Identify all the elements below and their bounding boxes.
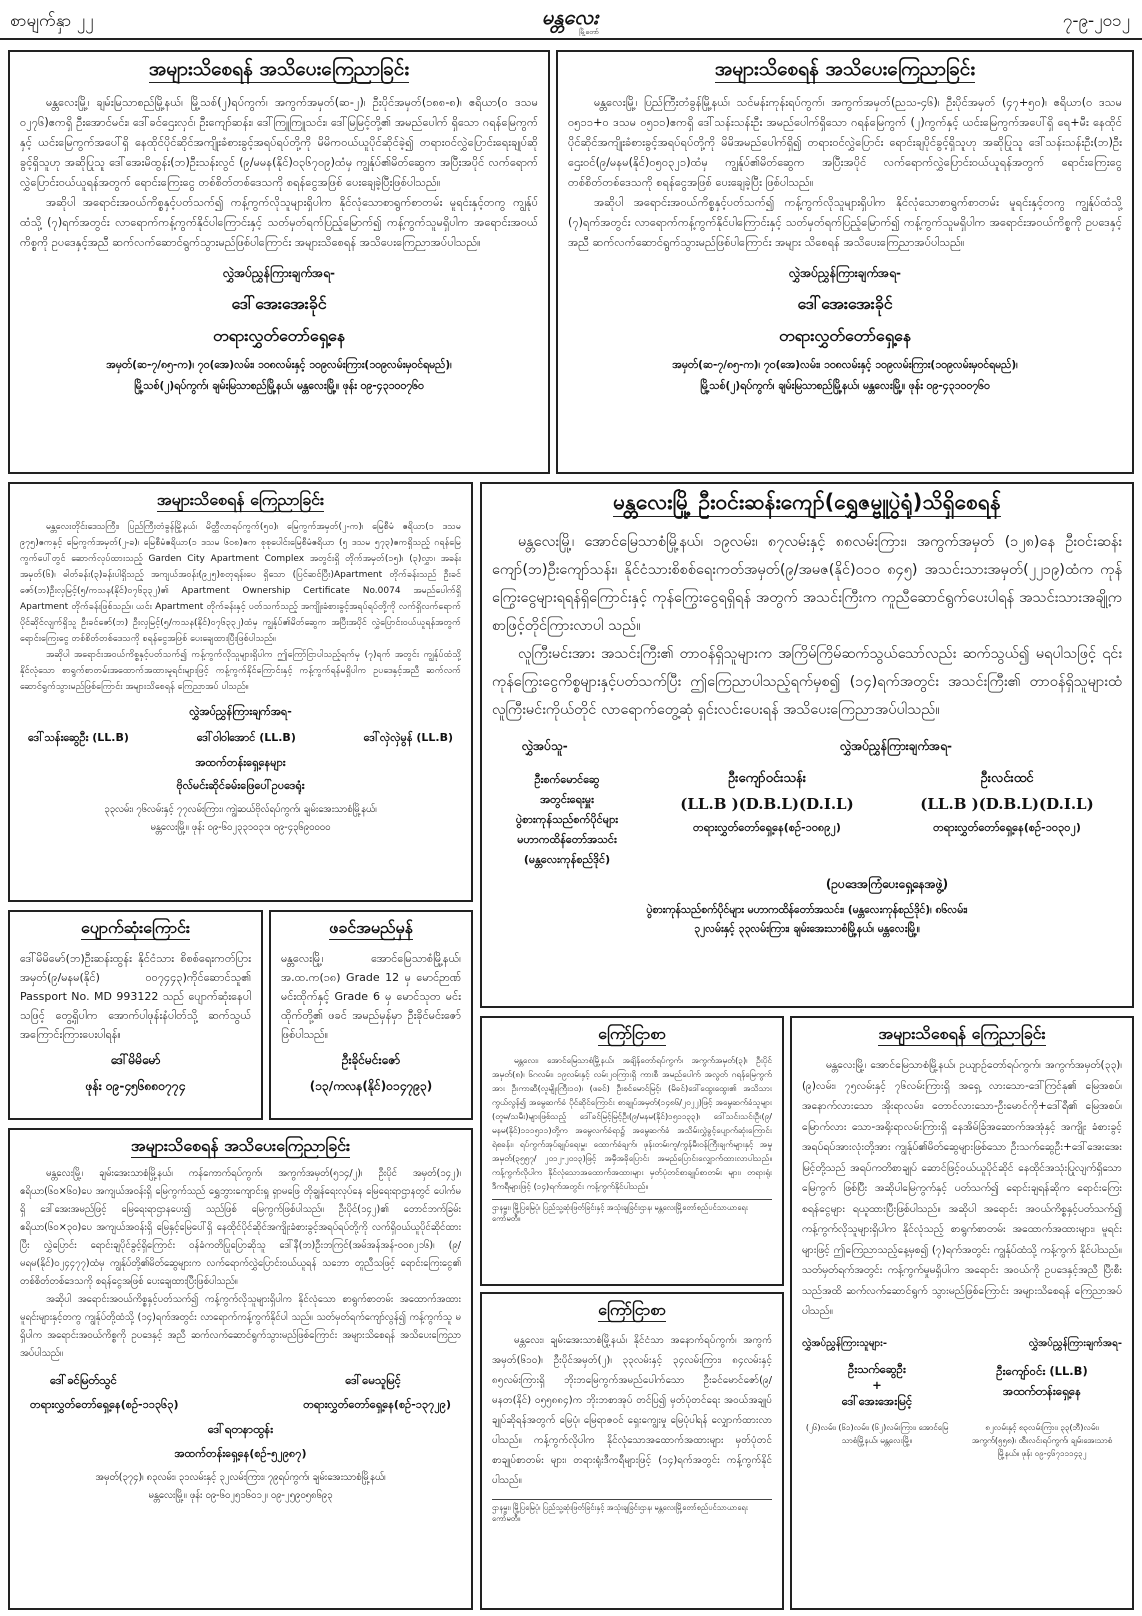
notice-d-lawyer3: ဒေါ်ရတနာထွန်း bbox=[207, 1422, 274, 1436]
announce-2-body: မန္တလေး၊ ချမ်းအေးသာစံမြို့နယ်၊ နိုင်ငံသာ အနောက်ရပ်ကွက်၊ အကွက်အမှတ်(၆၁၀)၊ ဦးပိုင်အမှတ်(၂)၊ ၃၃လမ်းနှင့် ၃၄လမ်းကြား၊ ၈၄လမ်းနှင့် ၈၅လမ်းကြားရှိ ဘိုးဘမြေကွက်အမည်ပေါက်သော ဦးခင်မောင်ဇော်(၉/မနတ(နိုင်) ၀၅၅၈၈၄)က ဘိုးဘစာအုပ် တင်ပြ၍ မှတ်ပုံတင်ရေး အဝယ်အချုပ်ချုပ်ဆိုရန်အတွက် မြေပုံ၊ မြေရာဇဝင် ရှေးကျွေးမှု မြေပုံပါရန် လျှောက်ထားလာပါသည်။ ကန့်ကွက်လိုပါက နိုင်လုံသောအထောက်အထားများ မှတ်ပုံတင် စာချုပ်စာတမ်း များ၊ တရားရုံးဒီကရီများဖြင့် (၁၄)ရက်အတွင်း ကန့်ကွက်နိုင် ပါသည်။ bbox=[492, 1335, 772, 1486]
notice-c-lawyer2-degree: (LL.B )(D.B.L)(D.I.L) bbox=[920, 795, 1094, 813]
notice-b-body bbox=[20, 519, 461, 695]
notice-d-lawyer2: ဒေါ်မေသူမြင့် bbox=[345, 1373, 401, 1387]
notice-d-address: အမှတ်(၃၇၄)၊ ၈၃လမ်း၊ ၃၁လမ်းနှင့် ၃၂လမ်းကြား၊ ၇၉ရပ်ကွက်၊ ချမ်းအေးသာစံမြို့နယ်၊ bbox=[95, 1472, 386, 1483]
notice-c bbox=[480, 482, 1134, 1008]
notice-c-lawyer1-block bbox=[652, 770, 882, 837]
notice-c-sender-name: ဦးစက်မောင်ဆွေ bbox=[534, 773, 600, 786]
notice-b-title: အများသိစေရန် ကြေညာခြင်း bbox=[157, 490, 324, 512]
notice-a2-body bbox=[568, 93, 1122, 253]
announce-1-body: မန္တလေး၊ အောင်မြေသာစံမြို့နယ်၊ အချိန်တော်ရပ်ကွက်၊ အကွက်အမှတ်(၃)၊ ဦးပိုင်အမှတ်(၈)၊ ၆ဂလမ်း၊ ၁၉လမ်းနှင့် လမ်း၂၀ကြားရှိ ကားစီ အမည်ပေါက် အလွတ် ဂရန်မြေကွက်အား ဦးကာဆီ(လူမျိုးကြီး၁၀)၊ (ဖခင်) ဦးစင်မောင်မြင့်၊ (မိခင်)ဒေါ်ထွေးထွေး၏ အသိသားကွယ်လွန်၍ အမွေဆက်ခံ ပိုင်ဆိုင်ကြောင်း စာချုပ်အမှတ်(၁၄၈၆/၂၀၂၂)ဖြင့် အမွေဆက်ခံသူများ (တူမ/သမီး)များဖြစ်သည့် ဒေါ်ခင်မြင့်မြင့်ဦး(၉/မနမ(နိုင်)၁၅၁၁၃၃)၊ ဒေါ်သင်းသင်းဦး(၉/မနမ(နိုင်)၁၁၁၅၁၁)တို့က အမွေလက်ခံရာ၌ အမွေဆက်ခံ အသိမ်းလွှဲခွင့်ပျောက်ဆုံးကြောင်း ရဲစခန်း၊ ရပ်ကွက်အုပ်ချုပ်ရေးမှူး ထောက်ခံချက်၊ ဖုန်းတမ်းကူ/ကွန်မီးဝန်ကြီးချက်များနှင့် အမှုအမှတ်(၃၅၅၇/ ၂၀၁၂-၂၀၁၃)ဖြင့် အမှီအခိုပြောင်း အမည်ပြောင်းလျှောက်ထားလာပါသည်။ ကန့်ကွက်လိုပါက နိုင်လုံသောအထောက်အထားများ မှတ်ပုံတင်စာချုပ်စာတမ်း များ၊ တရားရုံးဒီကရီများဖြင့် (၁၄)ရက်အတွင်း ကန့်ကွက်နိုင်ပါသည်။ bbox=[492, 1055, 772, 1191]
page-header bbox=[0, 0, 1142, 40]
notice-c-body bbox=[492, 528, 1122, 724]
notice-c-lawyer1-title: တရားလွှတ်တော်ရှေ့နေ(စဉ်-၁၀၈၉၂) bbox=[693, 821, 841, 834]
notice-a1-address: အမှတ်(ဆ-၇/၈၅-က)၊ ၇၀(အေ)လမ်း၊ ၁၀၈လမ်းနှင့် ၁၀၉လမ်းကြား(၁၀၉လမ်းမှဝင်ရမည်)၊ bbox=[106, 359, 452, 371]
notice-e-address-left: (၂၆)လမ်း၊ (၆၁)လမ်း၊ (၆၂)လမ်းကြား၊ အောင်မြေသာစံမြို့နယ်၊ မန္တလေးမြို့။ bbox=[805, 1422, 949, 1445]
notice-b-address: ၃၃လမ်း၊ ၇၆လမ်းနှင့် ၇၇လမ်းကြား၊ ကျွဲဆယ်ဗိုလ်ရပ်ကွက်၊ ချမ်းအေးသာစံမြို့နယ်၊ bbox=[104, 804, 377, 815]
notice-c-lawyer2-block bbox=[892, 770, 1122, 837]
notice-e-lawyer-title: အထက်တန်းရှေ့နေ bbox=[1002, 1383, 1082, 1398]
notice-a2-paragraph: အဆိုပါ အရောင်းအဝယ်ကိစ္စနှင့်ပတ်သက်၍ ကန့်ကွက်လိုသူများရှိပါက နိုင်လုံသောစာရွက်စာတမ်း မူရင်းနှင့်တကွ ကျွန်ုပ်ထံသို့ (၇)ရက်အတွင်း လာရောက်ကန့်ကွက်နိုင်ပါကြောင်းနှင့် သတ်မှတ်ရက်ပြည့်မြောက်၍ ကန့်ကွက်သူမရှိပါက အရောင်းအဝယ်ကိစ္စကို ဥပဒေနှင့်အညီ ဆက်လက်ဆောင်ရွက်သွားမည်ဖြစ်ပါကြောင်း အများ သိစေရန် အသိပေးကြေညာအပ်ပါသည်။ bbox=[568, 196, 1122, 249]
lost-name: ဒေါ်မိမိမော် bbox=[110, 1053, 161, 1067]
notice-c-firm: (ဥပဒေအကြံပေးရှေ့နေအဖွဲ့) bbox=[825, 877, 949, 891]
notice-d-title: အများသိစေရန် အသိပေးကြေညာခြင်း bbox=[131, 1136, 350, 1158]
notice-d-lawyer3-title: အထက်တန်းရှေ့နေ(စဉ်-၅၂၉၈၇) bbox=[174, 1447, 307, 1460]
name-change-body: မန္တလေးမြို့၊ အောင်မြေသာစံမြို့နယ်၊ အ.ထ.က(၁၈) Grade 12 မှ မောင်ဉာဏ် မင်းထိုက်နှင့် Grade 6 မှ မောင်သုတ မင်းထိုက်တို့၏ ဖခင် အမည်မှန်မှာ ဦးခိုင်မင်းဇော် ဖြစ်ပါသည်။ bbox=[281, 952, 461, 1041]
notice-e-lawyer: ဦးကျော်ဝင်း (LL.B) bbox=[996, 1363, 1088, 1378]
notice-c-title: မန္တလေးမြို့ ဦးဝင်းဆန်းကျော်(ရွှေဇမ္ဗူပွဲရုံ)သိရှိစေရန် bbox=[613, 490, 1001, 517]
notice-a1-paragraph: အဆိုပါ အရောင်းအဝယ်ကိစ္စနှင့်ပတ်သက်၍ ကန့်ကွက်လိုသူများရှိပါက နိုင်လုံသောစာရွက်စာတမ်း မူရင်းနှင့်တကွ ကျွန်ုပ်ထံသို့ (၇)ရက်အတွင်း လာရောက်ကန့်ကွက်နိုင်ပါကြောင်းနှင့် သတ်မှတ်ရက်ပြည့်မြောက်၍ ကန့်ကွက်သူမရှိပါက အရောင်းအဝယ်ကိစ္စကို ဥပဒေနှင့်အညီ ဆက်လက်ဆောင်ရွက်သွားမည်ဖြစ်ပါကြောင်း အများသိစေရန် အသိပေးကြေညာအပ်ပါသည်။ bbox=[20, 196, 538, 249]
lost-body: ဒေါ်မိမိမော်(ဘ)ဦးဆန်းထွန်း နိုင်ငံသား စိစစ်ရေးကတ်ပြားအမှတ်(၉/မနမ(နိုင်) ၀၀၇၄၄၃)ကိုင်ဆောင်သူ၏ Passport No. MD 993122 သည် ပျောက်ဆုံးနေပါသဖြင့် တွေ့ရှိပါက အောက်ပါဖုန်းနံပါတ်သို့ ဆက်သွယ် အကြောင်းကြားပေးပါရန်။ bbox=[20, 952, 251, 1041]
notice-a1-paragraph: မန္တလေးမြို့၊ ချမ်းမြသာစည်မြို့နယ်၊ မြို့သစ်(၂)ရပ်ကွက်၊ အကွက်အမှတ်(ဆ-၂)၊ ဦးပိုင်အမှတ်(၁၈၈-၈)၊ ဧရိယာ(၀ ဒသမ ၀၂၇၆)ဧကရှိ ဦးအောင်မင်း၊ ဒေါ်ခင်ဌေးလှင်၊ ဦးကျော်ဆန်း၊ ဒေါ်ကြူကြူသင်း၊ ဒေါ်မြမြင့်တို့၏ အမည်ပေါက် ရှိသော ဂရန်မြေကွက်နှင့် ယင်းမြေကွက်အပေါ်ရှိ နေထိုင်ပိုင်ဆိုင်အကျိုးခံစားခွင့်အရပ်ရပ်တို့ကို မိမိကဝယ်ယူပိုင်ဆိုင်ခဲ့၍ တရားဝင်လွှဲပြောင်းရေးချုပ်ဆိုခွင့်ရှိသူဟု အဆိုပြုသူ ဒေါ်အေးမိထွန်း(ဘ)ဦးသန်းလွင် (၉/မမန(နိုင်)၀၃၆၇၀၉)ထံမှ ကျွန်ုပ်၏မိတ်ဆွေက အပြီးအပိုင် လက်ရောက်လွှဲပြောင်းဝယ်ယူရန်အတွက် ရောင်းကြေးငွေ တစ်စိတ်တစ်ဒေသကို စရန်ငွေအဖြစ် ပေးချေခဲ့ပြီးဖြစ်ပါသည်။ bbox=[20, 96, 538, 189]
notice-c-sign-label: လွှဲအပ်ညွှန်ကြားချက်အရ- bbox=[840, 739, 952, 753]
notice-a2-title: အများသိစေရန် အသိပေးကြေညာခြင်း bbox=[715, 58, 975, 83]
notice-a1-sign-label: လွှဲအပ်ညွှန်ကြားချက်အရ- bbox=[223, 266, 335, 280]
notice-e-senders bbox=[802, 1361, 952, 1409]
notice-d-paragraph: မန္တလေးမြို့၊ ချမ်းအေးသာစံမြို့နယ်၊ ကန်ကောက်ရပ်ကွက်၊ အကွက်အမှတ်(၅၁၄/၂)၊ ဦးပိုင် အမှတ်(၁၄၂)၊ ဧရိယာ(၆၀×၆၀)ပေ အကျယ်အဝန်းရှိ မြေကွက်သည် ရွှေဘွားကျောင်းရှု ရှာမဖြေ တိုချွန်ရေးလုပ်နေ မြေရေးရာဌာနတွင် ပေါက်မရှိ ဒေါ်အေးအမည်ဖြင့် မြေရေးရာဌာနပေး၍ သည်ဖြစ် မြေကွက်ဖြစ်ပါသည်။ ဦးပိုင်(၁၄၂)၏ တောင်ဘက်ခြမ်း ဧရိယာ(၆၀×၃၀)ပေ အကျယ်အဝန်းရှိ မြေနှင့်မြေပေါ်ရှိ နေထိုင်ပိုင်ဆိုင်အကျိုးခံစားခွင့်အရပ်ရပ်တို့ကို လက်ရှိဝယ်ယူပိုင်ဆိုင်ထားပြီး လွှဲပြောင်း ရောင်းချပိုင်ခွင့်ရှိကြောင်း ဝန်ခံကတိပြုပြောဆိုသူ ဒေါ်နီ(ဘ)ဦးဘကြင်(အမ်အန်အန်-၀၀၈၂၁၆)၊ (၉/မရမ(နိုင်)၀၂၄၄၇၇)ထံမှ ကျွန်ုပ်တို့၏မိတ်ဆွေများက လက်ရောက်လွှဲပြောင်းဝယ်ယူရန် သဘော တူညီသဖြင့် ရောင်းကြေးငွေ၏ တစ်စိတ်တစ်ဒေသကို စရန်ငွေအဖြစ် ပေးချေထားပြီးဖြစ်ပါသည်။ bbox=[20, 1168, 461, 1287]
notice-b-firm: ဗိုလ်မင်းဆိုင်ခမ်းဖြေပေါ်ဥပဒေရုံး bbox=[176, 779, 305, 792]
notice-b-paragraph: အဆိုပါ အရောင်းအဝယ်ကိစ္စနှင့်ပတ်သက်၍ ကန့်ကွက်လိုသူများရှိပါက ဤကြော်ငြာပါသည့်ရက်မှ (၇)ရက် အတွင်း ကျွန်ုပ်ထံသို့ နိုင်လုံသော စာရွက်စာတမ်းအထောက်အထားမူရင်းများဖြင့် ကန့်ကွက်နိုင်ကြောင်းနှင့် ကန့်ကွက်ရန်မရှိပါက ဥပဒေနှင့်အညီ ဆက်လက်ဆောင်ရွက်သွားမည်ဖြစ်ကြောင်း အများသိစေရန် ကြေညာအပ် ပါသည်။ bbox=[20, 650, 461, 692]
notice-e-body: မန္တလေးမြို့၊ အောင်မြေသာစံမြို့နယ်၊ ဥယျာဉ်တော်ရပ်ကွက်၊ အကွက်အမှတ်(၃၃)၊ (၉)လမ်း၊ ၇၅လမ်းနှင့် ၇၆လမ်းကြားရှိ အရှေ့ လားသော-ဒေါ်ကြင်နု၏ မြေအစပ်၊ အနောက်လားသော အိုးရာလမ်း၊ တောင်လားသော-ဦးမောင်ကို+ဒေါ်ရီ၏ မြေအစပ်၊ မြောက်လား သော-အရိုးရာလမ်းကြားရှိ နေအိမ်ခြံအဆောက်အအုံနှင့် အကျိုး ခံစားခွင့်အရပ်ရပ်အားလုံးတို့အား ကျွန်ုပ်၏မိတ်ဆွေများဖြစ်သော ဦးသက်ဆွေဦး+ဒေါ်အေးအေးမြင့်တို့သည် အရပ်ကတိစာချုပ် ဆောင်ဖြင့်ဝယ်ယူပိုင်ဆိုင် နေထိုင်အသုံးပြုလျက်ရှိသော မြေကွက် ဖြစ်ပြီး အဆိုပါမြေကွက်နှင့် ပတ်သက်၍ ရောင်းချရန်ဆိုက ရောင်းကြေးစရန်ငွေများ ရယူထားပြီးဖြစ်ပါသည်။ အဆိုပါ အရောင်း အဝယ်ကိစ္စနှင့်ပတ်သက်၍ ကန့်ကွက်လိုသူများရှိပါက နိုင်လုံသည့် စာရွက်စာတမ်း အထောက်အထားများ၊ မူရင်းများဖြင့် ဤကြေညာသည့်နေ့မှစ၍ (၇)ရက်အတွင်း ကျွန်ုပ်ထံသို့ ကန့်ကွက် နိုင်ပါသည်။ သတ်မှတ်ရက်အတွင်း ကန့်ကွက်မှုမရှိပါက အရောင်း အဝယ်ကို ဥပဒေနှင့်အညီ ပြီးစီးသည်အထိ ဆက်လက်ဆောင်ရွက် သွားမည်ဖြစ်ကြောင်း အများသိစေရန် ကြေညာအပ်ပါသည်။ bbox=[802, 1059, 1122, 1317]
notice-e-title: အများသိစေရန် ကြေညာခြင်း bbox=[878, 1024, 1045, 1046]
notice-c-lawyer1-degree: (LL.B )(D.B.L)(D.I.L) bbox=[680, 795, 854, 813]
notice-b-lawyer: ဒေါ်ဝါဝါအောင် (LL.B) bbox=[196, 731, 296, 744]
notice-a1-body bbox=[20, 93, 538, 253]
notice-a1-address2: မြို့သစ်(၂)ရပ်ကွက်၊ ချမ်းမြသာစည်မြို့နယ်၊ မန္တလေးမြို့။ ဖုန်း ၀၉-၄၃၁၀၀၇၆၀ bbox=[134, 380, 424, 392]
notice-c-lawyer2: ဦးလင်းထင် bbox=[980, 771, 1034, 786]
notice-e-sender2: ဒေါ်အေးအေးမြင့် bbox=[841, 1393, 913, 1408]
logo-text: မန္တလေး bbox=[541, 5, 599, 29]
lost-passport-notice bbox=[8, 910, 263, 1120]
name-change-title: ဖခင်အမည်မှန် bbox=[329, 918, 413, 940]
notice-d-lawyer1: ဒေါ်ခင်မြတ်သွင် bbox=[50, 1373, 118, 1387]
notice-e-sender-label: လွှဲအပ်ညွှန်ကြားသူများ- bbox=[802, 1337, 887, 1349]
notice-d bbox=[8, 1128, 473, 1610]
notice-b-paragraph: မန္တလေးတိုင်းဒေသကြီး၊ ပြည်ကြီးတံခွန်မြို့နယ်၊ မိတ္ထီလာရပ်ကွက်(၅၀)၊ မြေကွက်အမှတ်(၂-က)၊ မြေစီမံ ဧရိယာ(၁ ဒသမ ၉၇၅)ဧကနှင့် မြေကွက်အမှတ်(၂-ခ)၊ မြေစီမံဧရိယာ(၁ ဒသမ ၆၀၈)ဧက စုစုပေါင်းမြေစီမံဧရိယာ (၅ ဒသမ ၅၇၃)ဧကရှိသည့် ဂရန်မြေကွက်ပေါ်တွင် ဆောက်လုပ်ထားသည့် Garden City Apartment Complex အတွင်းရှိ တိုက်အမှတ်(၁၅)၊ (၃)လွှာ၊ အခန်းအမှတ်(၆)၊ ဓါတ်ခန်း(၃)ခန်းပါရှိသည့် အကျယ်အဝန်း(၉၂၅)စတုရန်းပေ ရှိသော (ပြင်ဆင်ပြီး)Apartment တိုက်ခန်းသည် ဦးခင်ဇော်(ဘ)ဦးလှမြင့်(၅/ကသန(နိုင်)၀၇၆၃၃၂)၏ Apartment Ownership Certificate No.0074 အမည်ပေါက်ရှိ Apartment တိုက်ခန်းဖြစ်သည်။ ယင်း Apartment တိုက်ခန်းနှင့် ပတ်သက်သည့် အကျိုးခံစားခွင့်အရပ်ရပ်တို့ကို လက်ရှိလက်ရောက် ပိုင်ဆိုင်လျက်ရှိသူ ဦးခင်ဇော်(ဘ) ဦးလှမြင့်(၅/ကသန(နိုင်)၀၇၆၃၃၂)ထံမှ ကျွန်ုပ်၏မိတ်ဆွေက အပြီးအပိုင် လွှဲပြောင်းဝယ်ယူရန်အတွက် ရောင်းကြေးငွေ တစ်စိတ်တစ်ဒေသကို စရန်ငွေအဖြစ် ပေးချေထားပြီးဖြစ်ပါသည်။ bbox=[20, 522, 461, 644]
notice-a2 bbox=[556, 50, 1134, 474]
announcement-1 bbox=[480, 1016, 784, 1286]
notice-d-body bbox=[20, 1165, 461, 1363]
notice-d-lawyer1-title: တရားလွှတ်တော်ရှေ့နေ(စဉ်-၁၁၃၆၃) bbox=[30, 1398, 179, 1411]
notice-c-sender-block bbox=[492, 770, 642, 870]
notice-e-plus: + bbox=[872, 1377, 882, 1392]
notice-b bbox=[8, 482, 473, 902]
notice-c-lawyer1: ဦးကျော်ဝင်းသန်း bbox=[727, 771, 807, 786]
notice-c-sender-role: (မန္တလေးကုန်စည်ဒိုင်) bbox=[523, 853, 611, 866]
announcement-2 bbox=[480, 1292, 784, 1610]
notice-a1-lawyer: ဒေါ်အေးအေးခိုင် bbox=[231, 294, 327, 313]
notice-c-sender-role: မဟာကထိန်တော်အသင်း bbox=[517, 833, 617, 846]
name-change-nrc: (၁၃/ကလန(နိုင်)၀၁၄၇၉၃) bbox=[309, 1079, 433, 1093]
notice-a2-address: အမှတ်(ဆ-၇/၈၅-က)၊ ၇၀(အေ)လမ်း၊ ၁၀၈လမ်းနှင့် ၁၀၉လမ်းကြား(၁၀၉လမ်းမှဝင်ရမည်)၊ bbox=[672, 359, 1018, 371]
issue-date: ၇-၉-၂၀၁၂ bbox=[1062, 11, 1130, 31]
notice-b-address2: မန္တလေးမြို့။ ဖုန်း ၀၉-၆၀၂၃၃၁၀၃၁၊ ၀၉-၄၃၆၉၀၀၀၀ bbox=[150, 822, 331, 833]
announce-2-footer: ဌာနမှူး၊ မြို့ပြမြေပုံ၊ ပြည်သူ့ဆုံးဖြတ်ခြင်းနှင့် အသုံးချခြင်းဌာန၊ မန္တလေးမြို့တော်စည်ပင်သာယာရေးကော်မတီ။ bbox=[492, 1499, 772, 1525]
logo-subtext: မြို့တော် bbox=[579, 28, 599, 36]
lost-title: ပျောက်ဆုံးကြောင်း bbox=[81, 918, 190, 940]
notice-a1-lawyer-title: တရားလွှတ်တော်ရှေ့နေ bbox=[213, 326, 345, 345]
notice-d-address2: မန္တလေးမြို့။ ဖုန်း ၀၉-၆၀၂၅၁၆၀၁၂၊ ၀၉-၂၅၉၀၅၈၆၉၃ bbox=[148, 1490, 333, 1501]
notice-c-lawyer2-title: တရားလွှတ်တော်ရှေ့နေ(စဉ်-၁၀၃၀၂) bbox=[933, 821, 1081, 834]
announce-1-footer: ဌာနမှူး၊ မြို့ပြမြေပုံ၊ ပြည်သူ့ဆုံးဖြတ်ခြင်းနှင့် အသုံးချခြင်းဌာန၊ မန္တလေးမြို့တော်စည်ပင်သာယာရေးကော်မတီ။ bbox=[492, 1199, 772, 1225]
notice-c-sender-role: ပွဲစားကုန်သည်စက်ပိုင်များ bbox=[515, 813, 619, 826]
notice-b-sign-label: လွှဲအပ်ညွှန်ကြားချက်အရ- bbox=[189, 705, 292, 718]
notice-a2-lawyer-title: တရားလွှတ်တော်ရှေ့နေ bbox=[779, 326, 911, 345]
notice-c-address2: ၃၂လမ်းနှင့် ၃၃လမ်းကြား၊ ချမ်းအေးသာစံမြို့နယ်၊ မန္တလေးမြို့။ bbox=[694, 923, 920, 935]
notice-c-address: ပွဲစားကုန်သည်စက်ပိုင်များ မဟာကထိန်တော်အသင်း၊ (မန္တလေးကုန်စည်ဒိုင်)၊ ၈၆လမ်း၊ bbox=[646, 904, 968, 916]
newspaper-logo bbox=[515, 2, 625, 36]
notice-b-lawyers bbox=[20, 731, 461, 747]
lost-phone: ဖုန်း ၀၉-၄၅၆၈၈၀၇၇၄ bbox=[85, 1079, 186, 1093]
notice-b-lawyer-title: အထက်တန်းရှေ့နေများ bbox=[195, 756, 286, 769]
notice-e-lawyer-block bbox=[962, 1361, 1122, 1401]
page-number: စာမျက်နှာ ၂၂ bbox=[10, 11, 94, 31]
notice-a2-paragraph: မန္တလေးမြို့၊ ပြည်ကြီးတံခွန်မြို့နယ်၊ သင်မန်းကုန်းရပ်ကွက်၊ အကွက်အမှတ်(ညသ-၄၆)၊ ဦးပိုင်အမှတ် (၄၇+၅၀)၊ ဧရိယာ(၀ ဒသမ ၀၅၁၁+၀ ဒသမ ၀၅၁၁)ဧကရှိ ဒေါ်သန်းသန်းဦး အမည်ပေါက်ရှိသော ဂရန်မြေကွက် (၂)ကွက်နှင့် ယင်းမြေကွက်အပေါ်ရှိ ရေ+မီး နေထိုင်ပိုင်ဆိုင်အကျိုးခံစားခွင့်အရပ်ရပ်တို့ကို မိမိအမည်ပေါက်ရှိ၍ တရားဝင်လွှဲပြောင်း ရောင်းချပိုင်ခွင့်ရှိသူဟု အဆိုပြုသူ ဒေါ်သန်းသန်းဦး(ဘ)ဦးဌေးဝင်(၉/မနမ(နိုင်)၀၅၀၃၂၁)ထံမှ ကျွန်ုပ်၏မိတ်ဆွေက အပြီးအပိုင် လက်ရောက်လွှဲပြောင်းဝယ်ယူရန်အတွက် ရောင်းကြေးငွေ တစ်စိတ်တစ်ဒေသကို စရန်ငွေအဖြစ် ပေးချေခဲ့ပြီး ဖြစ်ပါသည်။ bbox=[568, 96, 1122, 189]
notice-e bbox=[790, 1016, 1134, 1610]
notice-e-sender1: ဦးသက်ဆွေဦး bbox=[848, 1361, 906, 1376]
notice-a1-title: အများသိစေရန် အသိပေးကြေညာခြင်း bbox=[149, 58, 409, 83]
notice-e-address-right: ၈၂လမ်းနှင့် ၈၃လမ်းကြား၊ ၃၃(ဘီ)လမ်း၊ အကွက်(၅၅၈)၊ ထီးလင်းရပ်ကွက်၊ ချမ်းအေးသာစံမြို့နယ်။ ဖုန်း ၀၉-၄၆၇၁၁၁၄၃၂ bbox=[971, 1422, 1113, 1458]
notice-a2-address2: မြို့သစ်(၂)ရပ်ကွက်၊ ချမ်းမြသာစည်မြို့နယ်၊ မန္တလေးမြို့။ ဖုန်း ၀၉-၄၃၁၀၀၇၆၀ bbox=[700, 380, 990, 392]
notice-a1 bbox=[8, 50, 550, 474]
notice-b-lawyer: ဒေါ်လှဲလှဲမွန် (LL.B) bbox=[363, 731, 453, 744]
notice-d-paragraph: အဆိုပါ အရောင်းအဝယ်ကိစ္စနှင့်ပတ်သက်၍ ကန့်ကွက်လိုသူများရှိပါက နိုင်လုံသော စာရွက်စာတမ်း အထောက်အထားမူရင်းများနှင့်တကွ ကျွန်ုပ်တို့ထံသို့ (၁၄)ရက်အတွင်း လာရောက်ကန့်ကွက်နိုင်ပါ သည်။ သတ်မှတ်ရက်ကျော်လွန်၍ ကန့်ကွက်သူ မရှိပါက အရောင်းအဝယ်ကိစ္စကို ဥပဒေနှင့် အညီ ဆက်လက်ဆောင်ရွက်သွားမည်ဖြစ်ကြောင်း အများသိစေရန် အသိပေးကြေညာအပ်ပါသည်။ bbox=[20, 1294, 461, 1359]
notice-e-sign-label: လွှဲအပ်ညွှန်ကြားချက်အရ- bbox=[1028, 1337, 1122, 1349]
notice-a2-sign-label: လွှဲအပ်ညွှန်ကြားချက်အရ- bbox=[789, 266, 901, 280]
notice-c-paragraph: မန္တလေးမြို့၊ အောင်မြေသာစံမြို့နယ်၊ ၁၉လမ်း၊ ၈၇လမ်းနှင့် ၈၈လမ်းကြား၊ အကွက်အမှတ် (၁၂၈)နေ ဦးဝင်းဆန်းကျော်(ဘ)ဦးကျော်သန်း၊ နိုင်ငံသားစိစစ်ရေးကတ်အမှတ်(၉/အမဇ(နိုင်)၀၁၀ ၈၄၅) အသင်းသားအမှတ်(၂၂၁၉)ထံက ကုန်ကြွေးငွေများရရန်ရှိကြောင်းနှင့် ကုန်ကြွေးငွေရရှိရန် အတွက် အသင်းကြီးက ကူညီဆောင်ရွက်ပေးပါရန် အသင်းသားအချို့က စာဖြင့်တိုင်ကြားလာပါ သည်။ bbox=[492, 534, 1122, 634]
announce-2-title: ကြော်ငြာစာ bbox=[598, 1300, 666, 1322]
announce-1-title: ကြော်ငြာစာ bbox=[598, 1024, 666, 1046]
notice-c-sender-role: အတွင်းရေးမှူး bbox=[540, 793, 594, 806]
notice-d-lawyer2-title: တရားလွှတ်တော်ရှေ့နေ(စဉ်-၁၃၇၂၉) bbox=[303, 1398, 451, 1411]
notice-c-paragraph: လူကြီးမင်းအား အသင်းကြီး၏ တာဝန်ရှိသူများက အကြိမ်ကြိမ်ဆက်သွယ်သော်လည်း ဆက်သွယ်၍ မရပါသဖြင့် ၎င်းကုန်ကြွေးငွေကိစ္စများနှင့်ပတ်သက်ပြီး ဤကြေညာပါသည့်ရက်မှစ၍ (၁၄)ရက်အတွင်း အသင်းကြီး၏ တာဝန်ရှိသူများထံ လူကြီးမင်းကိုယ်တိုင် လာရောက်တွေ့ဆုံ ရှင်းလင်းပေးရန် အသိပေးကြေညာအပ်ပါသည်။ bbox=[492, 646, 1122, 718]
name-change-name: ဦးခိုင်မင်းဇော် bbox=[341, 1053, 401, 1067]
notice-c-sender-label: လွှဲအပ်သူ- bbox=[522, 739, 568, 753]
notice-a2-lawyer: ဒေါ်အေးအေးခိုင် bbox=[797, 294, 893, 313]
father-name-notice bbox=[269, 910, 473, 1120]
notice-b-lawyer: ဒေါ်သန်းဆွေဦး (LL.B) bbox=[28, 731, 129, 744]
